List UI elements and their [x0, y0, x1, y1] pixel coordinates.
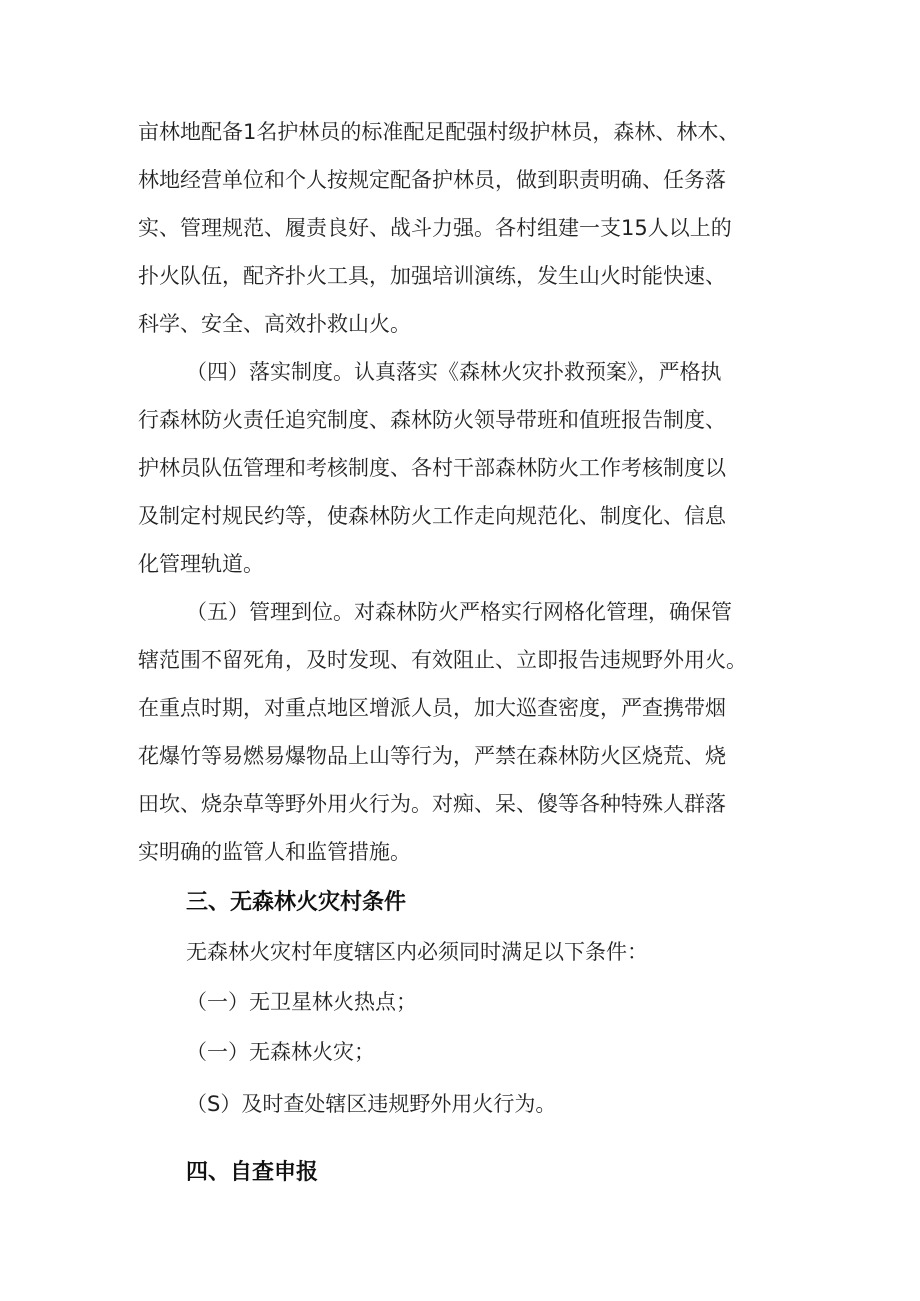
paragraph-line: 在重点时期，对重点地区增派人员，加大巡查密度，严查携带烟: [138, 696, 726, 720]
paragraph-line: （四）落实制度。认真落实《森林火灾扑救预案》，严格执: [186, 360, 722, 384]
paragraph-line: （五）管理到位。对森林防火严格实行网格化管理，确保管: [186, 600, 732, 624]
paragraph-line: 行森林防火责任追究制度、森林防火领导带班和值班报告制度、: [138, 408, 726, 432]
paragraph-line: 扑火队伍，配齐扑火工具，加强培训演练，发生山火时能快速、: [138, 264, 726, 288]
paragraph-line: 实、管理规范、履责良好、战斗力强。各村组建一支15人以上的: [138, 216, 732, 240]
section-intro: 无森林火灾村年度辖区内必须同时满足以下条件：: [186, 940, 648, 964]
paragraph-line: 花爆竹等易燃易爆物品上山等行为，严禁在森林防火区烧荒、烧: [138, 744, 726, 768]
paragraph-line: 护林员队伍管理和考核制度、各村干部森林防火工作考核制度以: [138, 456, 726, 480]
paragraph-line: 实明确的监管人和监管措施。: [138, 840, 411, 864]
paragraph-line: 辖范围不留死角，及时发现、有效阻止、立即报告违规野外用火。: [138, 648, 747, 672]
paragraph-line: 林地经营单位和个人按规定配备护林员，做到职责明确、任务落: [138, 168, 726, 192]
condition-item: （一）无森林火灾；: [186, 1040, 375, 1064]
paragraph-line: 亩林地配备1名护林员的标准配足配强村级护林员，森林、林木、: [138, 120, 740, 144]
section-heading-4: 四、自查申报: [186, 1160, 319, 1185]
condition-item: （一）无卫星林火热点；: [186, 990, 417, 1014]
section-heading-3: 三、无森林火灾村条件: [186, 890, 407, 915]
paragraph-line: 化管理轨道。: [138, 552, 264, 576]
paragraph-line: 及制定村规民约等，使森林防火工作走向规范化、制度化、信息: [138, 504, 726, 528]
paragraph-line: 科学、安全、高效扑救山火。: [138, 312, 411, 336]
condition-item: （S）及时查处辖区违规野外用火行为。: [186, 1092, 557, 1116]
paragraph-line: 田坎、烧杂草等野外用火行为。对痴、呆、傻等各种特殊人群落: [138, 792, 726, 816]
